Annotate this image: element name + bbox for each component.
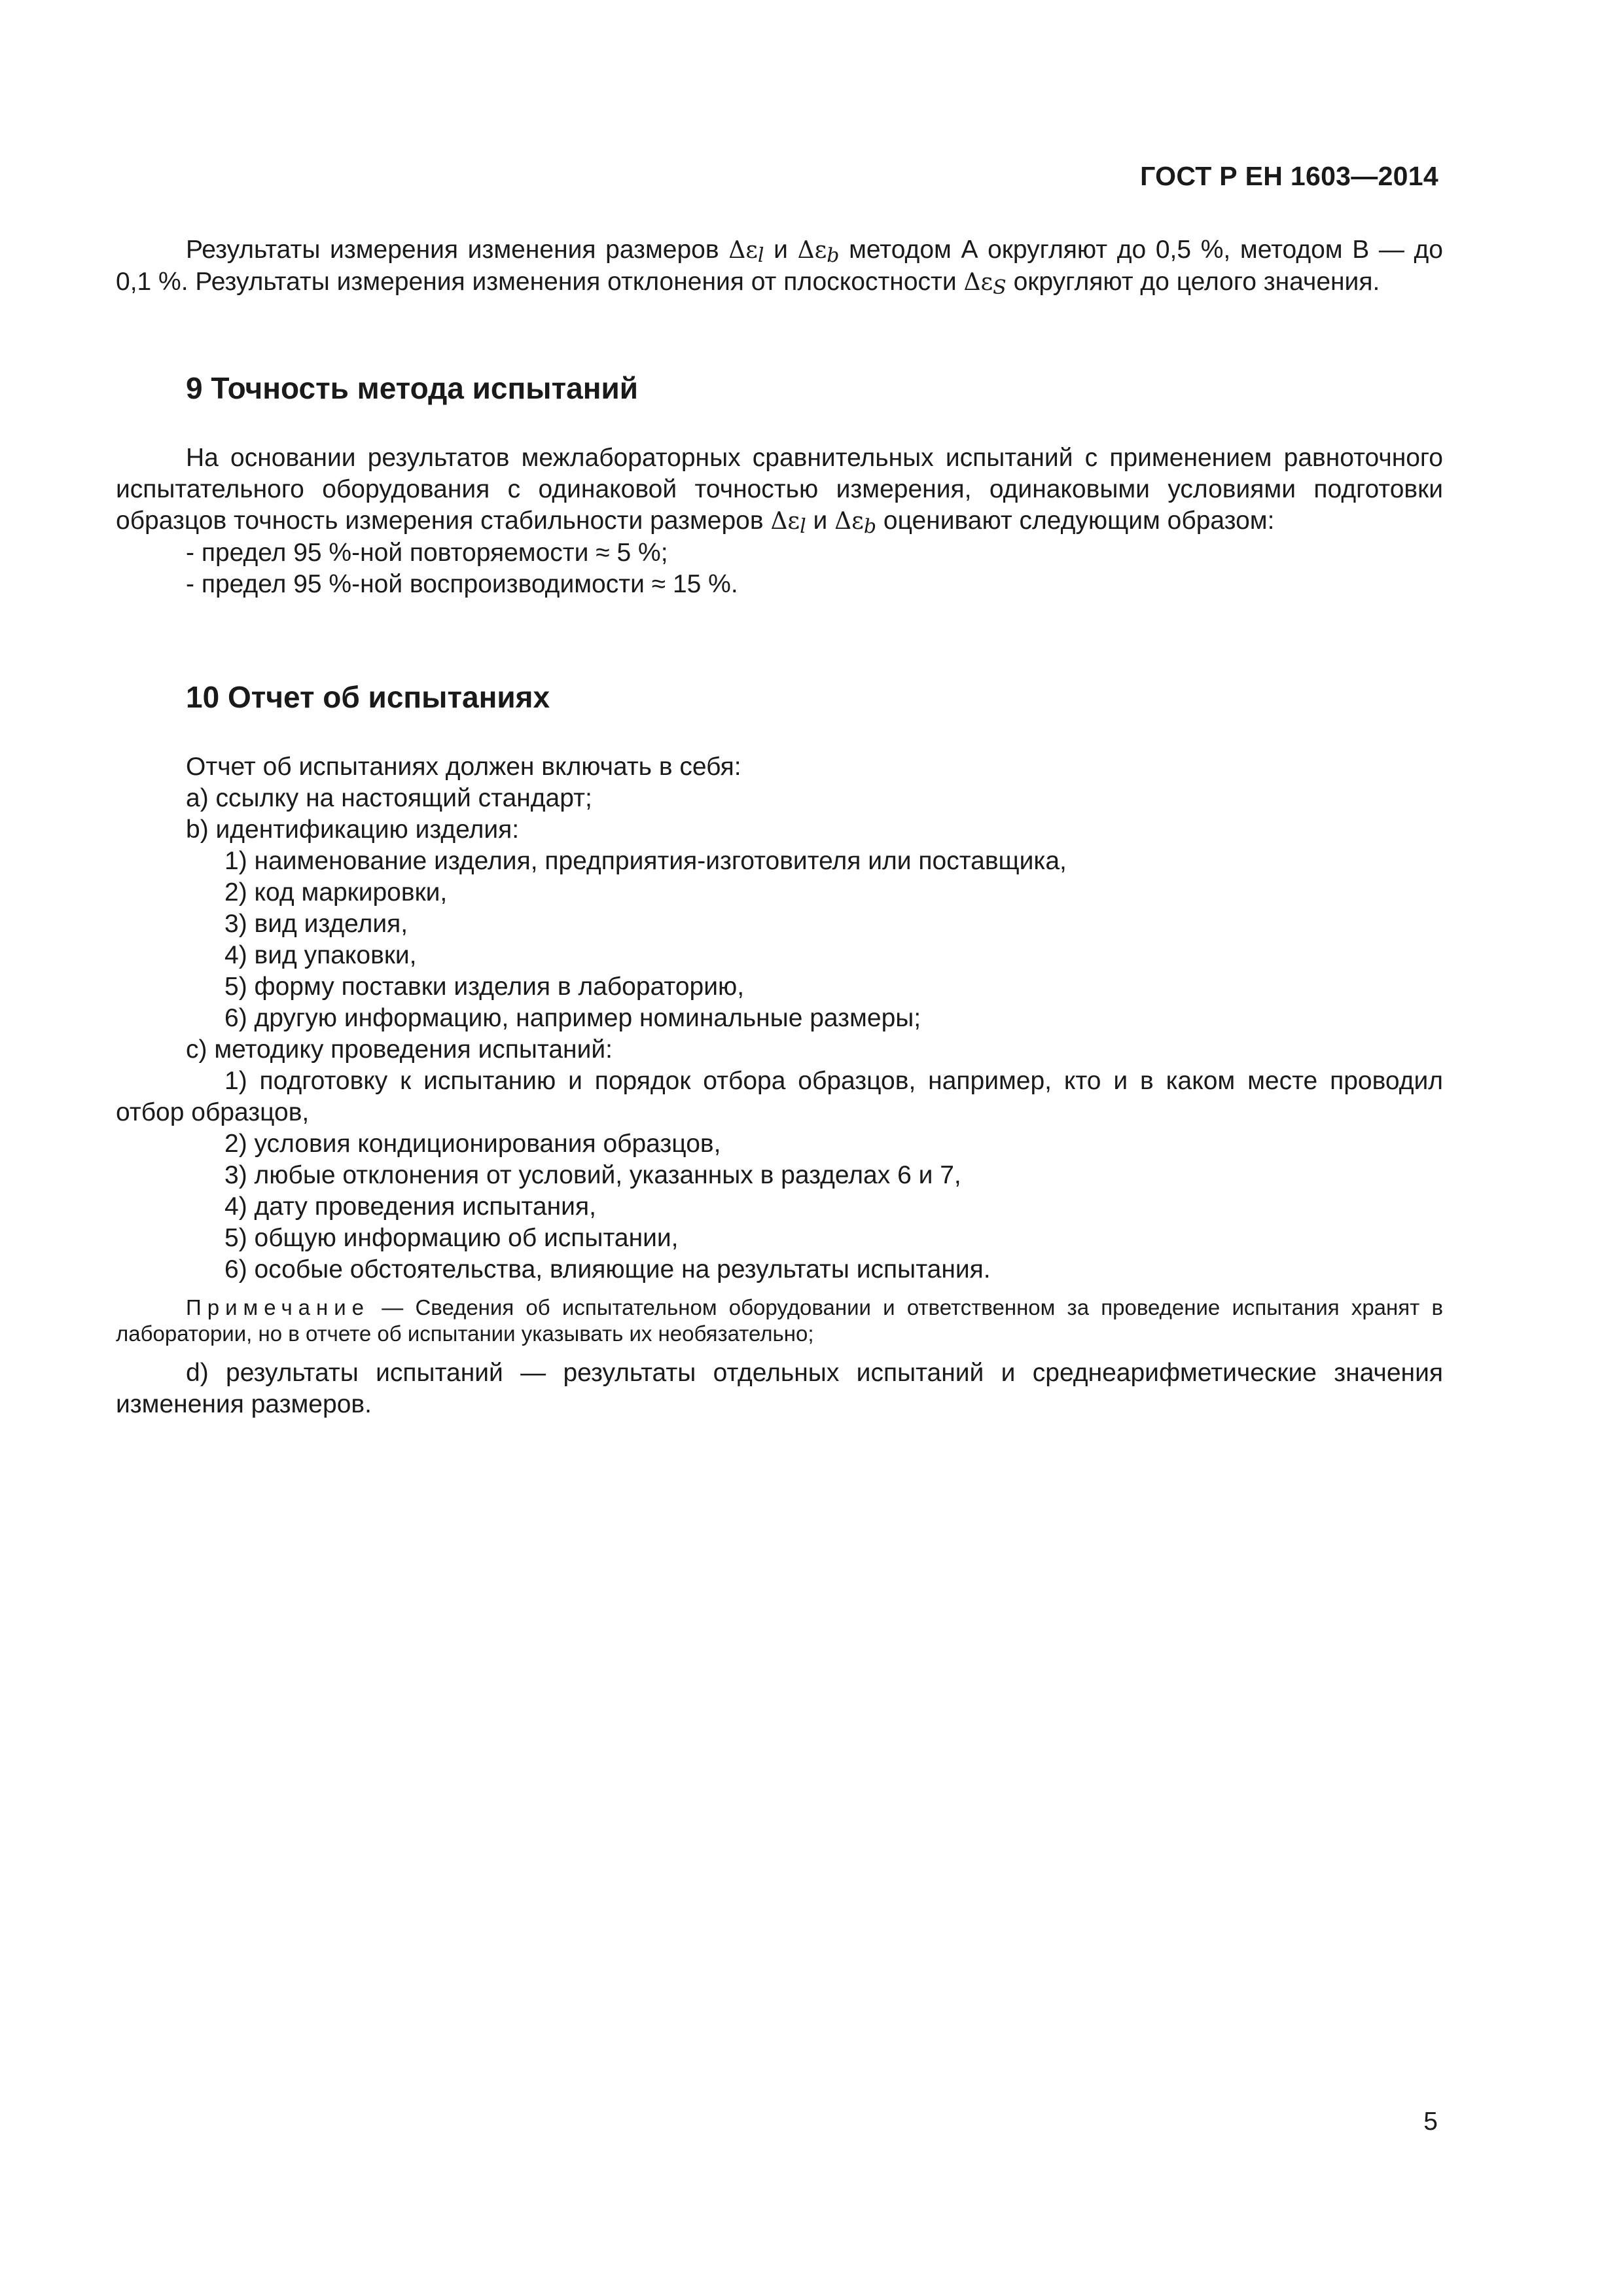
list-item: - предел 95 %-ной воспроизводимости ≈ 15 %. bbox=[186, 570, 738, 598]
list-item: 5) общую информацию об испытании, bbox=[224, 1224, 679, 1252]
list-item: 3) вид изделия, bbox=[224, 910, 408, 938]
list-item-b: b) идентификацию изделия: bbox=[186, 816, 520, 844]
section-9-paragraph: На основании результатов межлабораторных сравнительных испытаний с применением равноточного испытательного оборудования с одинаковой точностью измерения, одинаковыми условиями подготовки образцов точность измерения стабильности размеров $\Delta\varepsilon_l$ и $\Delta\varepsilon_b$ оценивают следующим образом: bbox=[116, 444, 1443, 538]
list-item-c: c) методику проведения испытаний: bbox=[186, 1035, 613, 1064]
page-number: 5 bbox=[1423, 2108, 1438, 2136]
list-item-a: a) ссылку на настоящий стандарт; bbox=[186, 784, 592, 812]
list-item: 6) другую информацию, например номинальные размеры; bbox=[224, 1004, 921, 1032]
delta-epsilon-b-symbol: $\Delta\varepsilon_b$ bbox=[797, 237, 840, 267]
list-item: 4) дату проведения испытания, bbox=[224, 1193, 596, 1221]
delta-epsilon-s-symbol: $\Delta\varepsilon_S$ bbox=[963, 269, 1007, 299]
intro-block bbox=[116, 234, 1443, 298]
note-paragraph: Примечание — Сведения об испытательном оборудовании и ответственном за проведение испытания хранят в лаборатории, но в отчете об испытании указывать их необязательно; bbox=[116, 1295, 1443, 1346]
list-item: 2) условия кондиционирования образцов, bbox=[224, 1130, 721, 1158]
report-lead-text: Отчет об испытаниях должен включать в себя: bbox=[186, 753, 741, 781]
delta-epsilon-b-symbol: $\Delta\varepsilon_b$ bbox=[834, 508, 877, 538]
note-label: Примечание bbox=[186, 1295, 370, 1319]
list-item-d: d) результаты испытаний — результаты отдельных испытаний и среднеарифметические значения изменения размеров. bbox=[116, 1359, 1443, 1418]
section-9-body bbox=[116, 442, 1443, 600]
intro-paragraph: Результаты измерения изменения размеров $\Delta\varepsilon_l$ и $\Delta\varepsilon_b$ методом А округляют до 0,5 %, методом В — до 0,1 %. Результаты измерения изменения отклонения от плоскостности $\Delta\varepsilon_S$ округляют до целого значения. bbox=[116, 236, 1443, 299]
list-item: 4) вид упаковки, bbox=[224, 941, 417, 969]
list-item: 6) особые обстоятельства, влияющие на результаты испытания. bbox=[224, 1255, 991, 1283]
list-item: 1) наименование изделия, предприятия-изготовителя или поставщика, bbox=[224, 847, 1067, 875]
list-item: 1) подготовку к испытанию и порядок отбора образцов, например, кто и в каком месте проводил отбор образцов, bbox=[116, 1067, 1443, 1126]
list-item: 2) код маркировки, bbox=[224, 878, 448, 906]
delta-epsilon-l-symbol: $\Delta\varepsilon_l$ bbox=[770, 508, 806, 538]
section-9-heading: 9 Точность метода испытаний bbox=[186, 371, 639, 405]
section-10-body bbox=[116, 751, 1443, 1420]
delta-epsilon-l-symbol: $\Delta\varepsilon_l$ bbox=[728, 237, 764, 267]
list-item: 3) любые отклонения от условий, указанных в разделах 6 и 7, bbox=[224, 1161, 961, 1189]
list-item: 5) форму поставки изделия в лабораторию, bbox=[224, 973, 745, 1001]
section-10-heading: 10 Отчет об испытаниях bbox=[186, 680, 550, 714]
list-item: - предел 95 %-ной повторяемости ≈ 5 %; bbox=[186, 539, 668, 567]
document-id-header: ГОСТ Р ЕН 1603—2014 bbox=[1140, 161, 1438, 191]
